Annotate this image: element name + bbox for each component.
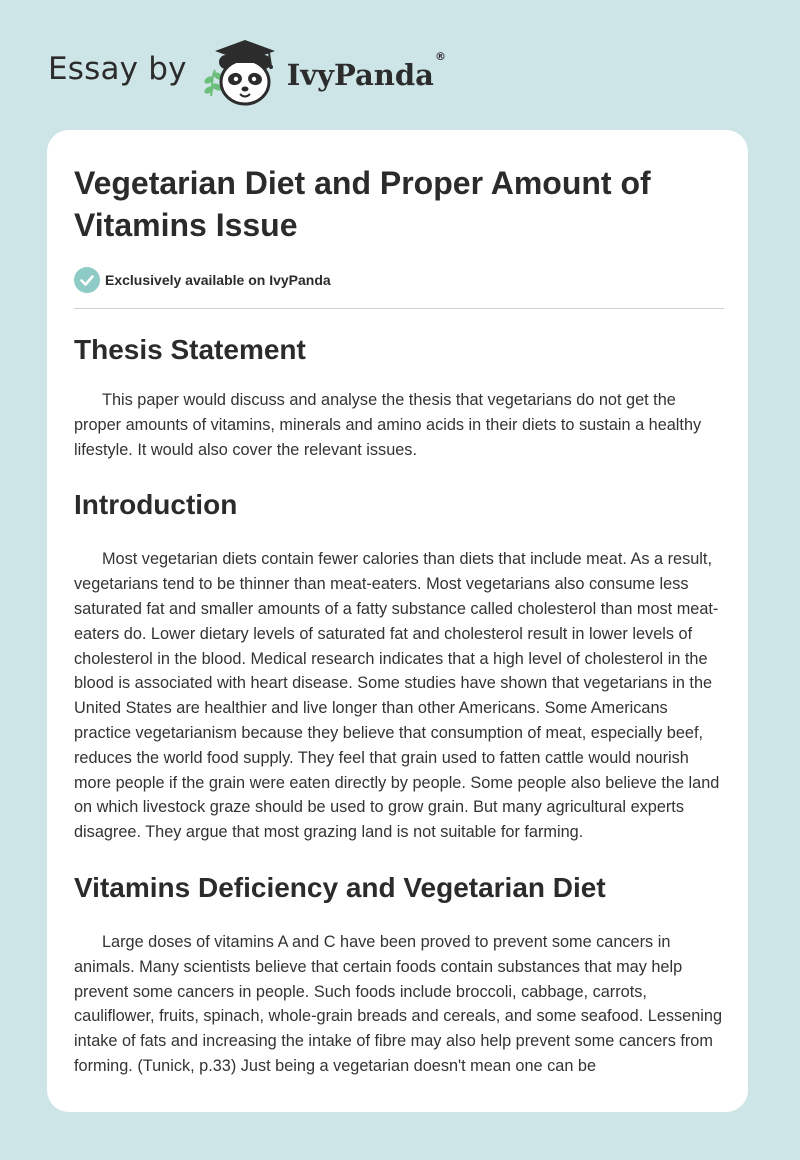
brand-name: IvyPanda® [286,50,446,92]
panda-graduate-logo-icon [199,36,287,108]
section-heading-thesis: Thesis Statement [74,334,306,365]
brand-header[interactable] [48,36,446,108]
section-paragraph-vitamins: Large doses of vitamins A and C have been proved to prevent some cancers in animals. Many scientists believe that certain foods contain substances that may help prevent some cancers in people. Such foods include broccoli, cabbage, carrots, cauliflower, fruits, spinach, whole-grain breads and cereals, and some seafood. Lessening intake of fats and increasing the intake of fibre may also help prevent some cancers from forming. (Tunick, p.33) Just being a vegetarian doesn't mean one can be [74,932,723,1075]
exclusive-label: Exclusively available on IvyPanda [105,272,331,288]
section-heading-introduction: Introduction [74,489,238,521]
section-heading-vitamins: Vitamins Deficiency and Vegetarian Diet [74,871,606,903]
check-badge-icon [74,267,100,293]
essay-content [74,162,724,1079]
page-title: Vegetarian Diet and Proper Amount of Vitamins Issue [74,165,651,243]
title-divider [74,308,724,309]
brand-prefix: Essay by [48,51,187,87]
essay-card [47,130,748,1112]
section-paragraph-introduction: Most vegetarian diets contain fewer calories than diets that include meat. As a result, vegetarians tend to be thinner than meat-eaters. Most vegetarians also consume less saturated fat and smaller amounts of a fatty substance called cholesterol than most meat-eaters do. Lower dietary levels of saturated fat and cholesterol result in lower levels of cholesterol in the blood. Medical research indicates that a high level of cholesterol in the blood is associated with heart disease. Some studies have shown that vegetarians in the United States are healthier and live longer than other Americans. Some Americans practice vegetarianism because they believe that consumption of meat, especially beef, reduces the world food supply. They feel that grain used to fatten cattle would nourish more people if the grain were eaten directly by people. Some people also believe the land on which livestock graze should be used to grow grain. But many agricultural experts disagree. They argue that most grazing land is not suitable for farming. [74,550,720,842]
registered-mark: ® [434,50,446,63]
section-paragraph-thesis: This paper would discuss and analyse the thesis that vegetarians do not get the proper amounts of vitamins, minerals and amino acids in their diets to sustain a healthy lifestyle. It would also cover the relevant issues. [74,391,702,459]
exclusive-badge [74,266,724,294]
